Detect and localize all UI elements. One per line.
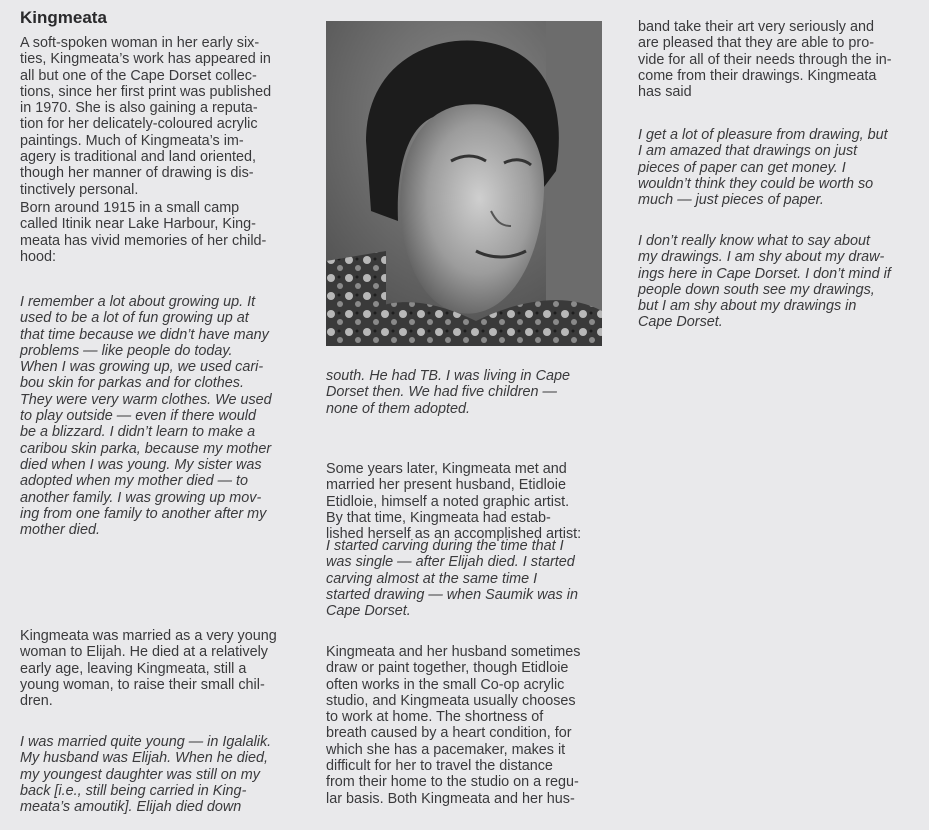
marriage-quote: I was married quite young — in Igalalik. My husband was Elijah. When he died, my youngest daughter was still on my back [i.e., still being carried in King- meata’s amoutik]. Elijah died down <box>20 734 272 816</box>
pleasure-quote: I get a lot of pleasure from drawing, but I am amazed that drawings on just pieces of paper can get money. I wouldn’t think they could be worth so much — just pieces of paper. <box>638 127 888 209</box>
birth-paragraph: Born around 1915 in a small camp called Itinik near Lake Harbour, King- meata has vivid memories of her child- hood: <box>20 200 267 265</box>
childhood-quote: I remember a lot about growing up. It used to be a lot of fun growing up at that time because we didn’t have many problems — like people do today. When I was growing up, we used cari- bou skin for parkas and for clothes. They were very warm clothes. We used to play outside — even if there would be a blizzard. I didn’t learn to make a caribou skin parka, because my mother died when I was young. My sister was adopted when my mother died — to another family. I was growing up mov- ing from one family to another after my mother died. <box>20 294 272 539</box>
elijah-quote-continued: south. He had TB. I was living in Cape Dorset then. We had five children — none of them adopted. <box>326 368 570 417</box>
article-heading: Kingmeata <box>20 8 107 27</box>
shy-quote: I don’t really know what to say about my drawings. I am shy about my draw- ings here in Cape Dorset. I don’t mind if people down south see my drawings, but I am shy about my drawings in Cape Dorset. <box>638 233 891 331</box>
portrait-photo <box>326 21 602 346</box>
intro-paragraph: A soft-spoken woman in her early six- ties, Kingmeata’s work has appeared in all but one of the Cape Dorset collec- tions, since her first print was published in 1970. She is also gaining a reputa- tion for her delicately-coloured acrylic paintings. Much of Kingmeata’s im- agery is traditional and land oriented, though her manner of drawing is dis- tinctively personal. <box>20 35 272 198</box>
art-paragraph: band take their art very seriously and are pleased that they are able to pro- vide for all of their needs through the in- come from their drawings. Kingmeata has said <box>638 19 892 101</box>
remarriage-paragraph: Some years later, Kingmeata met and married her present husband, Etidloie Etidloie, himself a noted graphic artist. By that time, Kingmeata had estab- lished herself as an accomplished artist: <box>326 461 582 543</box>
carving-quote: I started carving during the time that I was single — after Elijah died. I started carving almost at the same time I started drawing — when Saumik was in Cape Dorset. <box>326 538 578 620</box>
work-paragraph: Kingmeata and her husband sometimes draw or paint together, though Etidloie often works in the small Co-op acrylic studio, and Kingmeata usually chooses to work at home. The shortness of breath caused by a heart condition, for which she has a pacemaker, makes it difficult for her to travel the distance from their home to the studio on a regu- lar basis. Both Kingmeata and her hus- <box>326 644 581 807</box>
marriage-paragraph: Kingmeata was married as a very young woman to Elijah. He died at a relatively early age, leaving Kingmeata, still a young woman, to raise their small chil- dren. <box>20 628 277 710</box>
